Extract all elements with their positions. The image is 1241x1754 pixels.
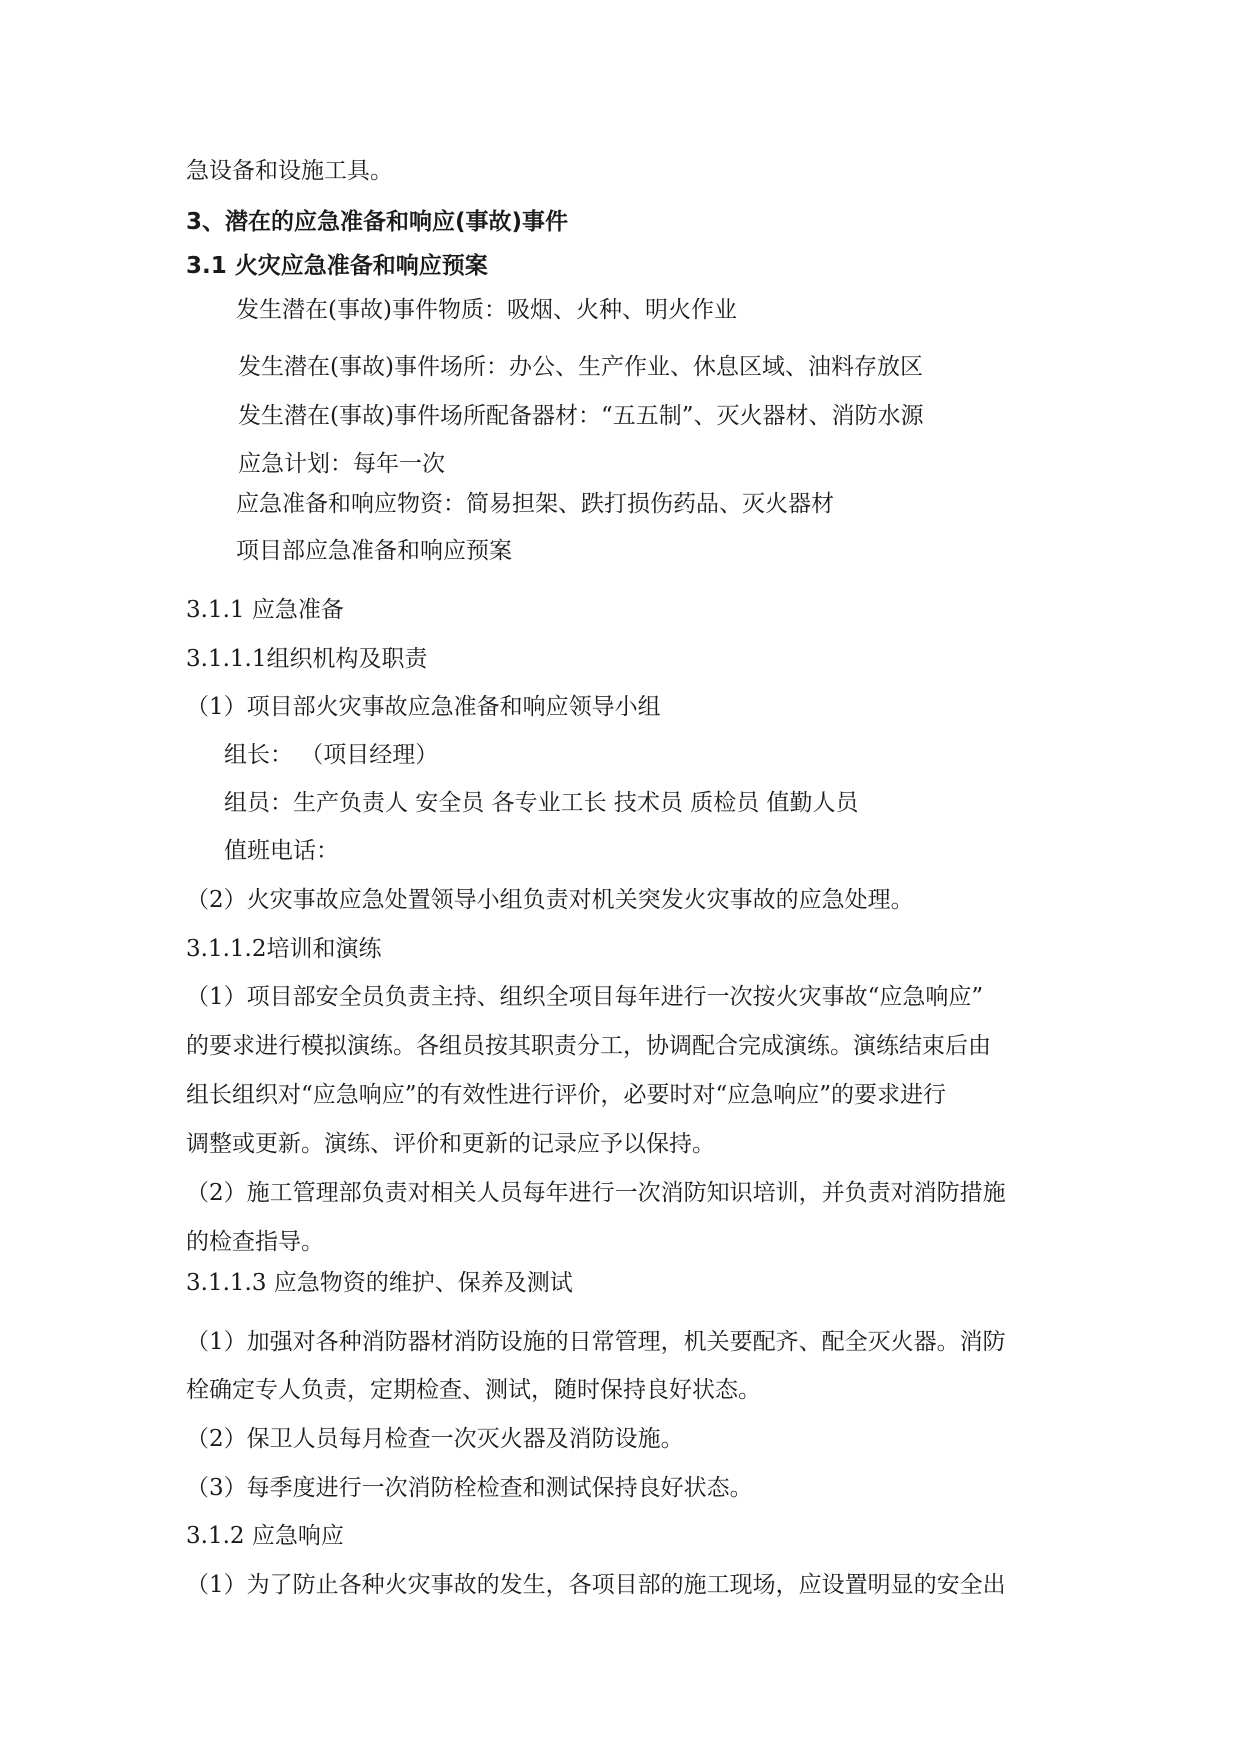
text-line: （3）每季度进行一次消防栓检查和测试保持良好状态。 [186,1475,753,1501]
text-line: （1）加强对各种消防器材消防设施的日常管理，机关要配齐、配全灭火器。消防 [186,1329,1006,1355]
subsection-heading: 3.1.1.3 应急物资的维护、保养及测试 [186,1270,573,1296]
text-line: 发生潜在(事故)事件场所：办公、生产作业、休息区域、油料存放区 [238,354,923,380]
text-line: 急设备和设施工具。 [186,158,393,184]
text-line: 发生潜在(事故)事件场所配备器材：“五五制”、灭火器材、消防水源 [238,403,924,429]
text-line: 的检查指导。 [186,1229,324,1255]
subsection-heading: 3.1.1 应急准备 [186,597,344,623]
subsection-heading: 3.1 火灾应急准备和响应预案 [186,253,488,279]
text-line: 栓确定专人负责，定期检查、测试，随时保持良好状态。 [186,1377,761,1403]
text-line: 应急准备和响应物资：简易担架、跌打损伤药品、灭火器材 [236,491,834,517]
text-line: 项目部应急准备和响应预案 [236,538,512,564]
text-line: 发生潜在(事故)事件物质：吸烟、火种、明火作业 [236,297,737,323]
text-line: （2）施工管理部负责对相关人员每年进行一次消防知识培训，并负责对消防措施 [186,1180,1006,1206]
text-line: 调整或更新。演练、评价和更新的记录应予以保持。 [186,1131,715,1157]
text-line: （1）项目部火灾事故应急准备和响应领导小组 [186,694,661,720]
text-line: 组长： （项目经理） [224,742,439,768]
subsection-heading: 3.1.1.1组织机构及职责 [186,646,428,672]
subsection-heading: 3.1.1.2培训和演练 [186,936,382,962]
text-line: （1）项目部安全员负责主持、组织全项目每年进行一次按火灾事故“应急响应” [186,984,984,1010]
text-line: 应急计划：每年一次 [238,451,445,477]
text-line: 组员：生产负责人 安全员 各专业工长 技术员 质检员 值勤人员 [224,790,859,816]
text-line: 的要求进行模拟演练。各组员按其职责分工，协调配合完成演练。演练结束后由 [186,1033,991,1059]
text-line: 值班电话： [224,838,339,864]
subsection-heading: 3.1.2 应急响应 [186,1523,344,1549]
text-line: （2）保卫人员每月检查一次灭火器及消防设施。 [186,1426,684,1452]
text-line: 组长组织对“应急响应”的有效性进行评价，必要时对“应急响应”的要求进行 [186,1082,947,1108]
text-line: （2）火灾事故应急处置领导小组负责对机关突发火灾事故的应急处理。 [186,887,914,913]
section-heading: 3、潜在的应急准备和响应(事故)事件 [186,209,569,235]
text-line: （1）为了防止各种火灾事故的发生，各项目部的施工现场，应设置明显的安全出 [186,1572,1006,1598]
